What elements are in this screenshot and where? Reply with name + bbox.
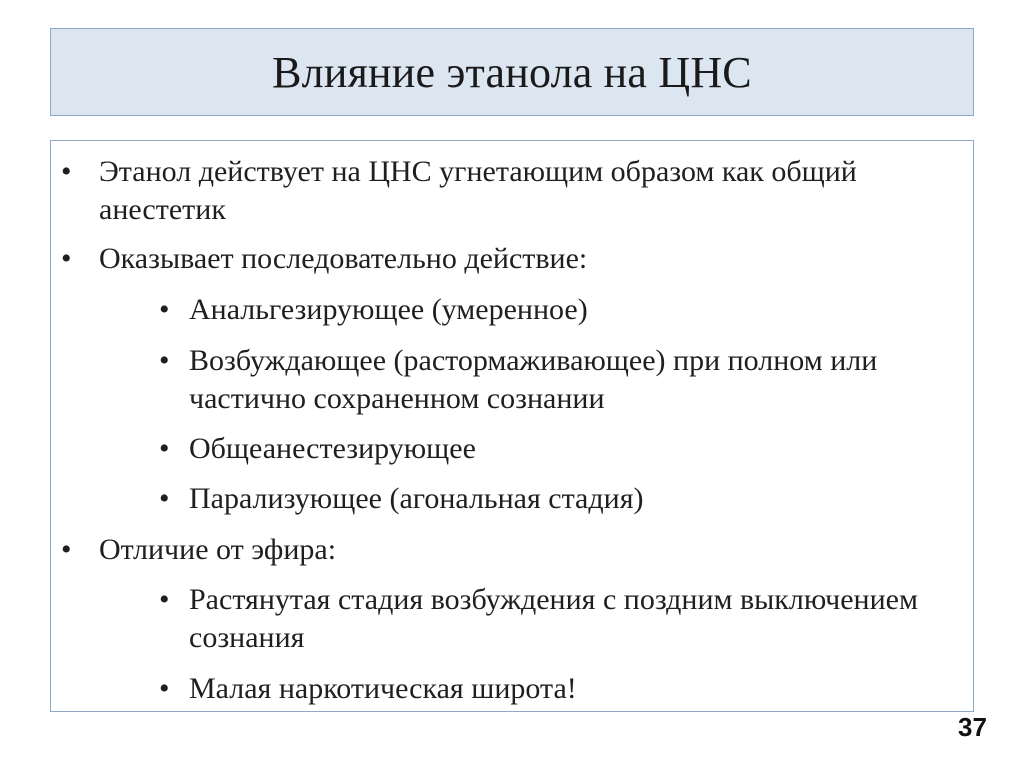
bullet-text: Малая наркотическая широта! bbox=[189, 672, 577, 705]
bullet-text: Общеанестезирующее bbox=[189, 432, 476, 465]
bullet-text: Отличие от эфира: bbox=[99, 533, 337, 566]
bullet-item-sequential-action bbox=[61, 240, 931, 278]
bullet-item-excitatory bbox=[159, 342, 949, 418]
bullet-item-difference-from-ether bbox=[61, 531, 931, 569]
slide-title: Влияние этанола на ЦНС bbox=[272, 47, 752, 97]
bullet-text: Анальгезирующее (умеренное) bbox=[189, 293, 588, 326]
bullet-text: Оказывает последовательно действие: bbox=[99, 242, 588, 275]
bullet-icon: • bbox=[159, 482, 170, 515]
bullet-text: Этанол действует на ЦНС угнетающим образом как общий анестетик bbox=[99, 155, 857, 226]
bullet-icon: • bbox=[159, 672, 170, 705]
bullet-item-general-anesthetic bbox=[159, 430, 949, 468]
bullet-item-analgesic bbox=[159, 291, 949, 329]
slide-title-box bbox=[50, 28, 974, 116]
slide-content-box bbox=[50, 140, 974, 712]
bullet-item-prolonged-excitation bbox=[159, 581, 949, 657]
bullet-text: Растянутая стадия возбуждения с поздним выключением сознания bbox=[189, 583, 918, 654]
bullet-icon: • bbox=[61, 242, 72, 275]
bullet-icon: • bbox=[159, 344, 170, 377]
bullet-text: Парализующее (агональная стадия) bbox=[189, 482, 644, 515]
bullet-item-paralyzing bbox=[159, 480, 949, 518]
bullet-icon: • bbox=[159, 432, 170, 465]
page-number: 37 bbox=[958, 712, 987, 742]
bullet-item-narrow-margin bbox=[159, 670, 949, 708]
bullet-icon: • bbox=[159, 293, 170, 326]
bullet-item-ethanol-action bbox=[61, 153, 931, 229]
bullet-icon: • bbox=[61, 155, 72, 188]
bullet-icon: • bbox=[61, 533, 72, 566]
bullet-icon: • bbox=[159, 583, 170, 616]
bullet-text: Возбуждающее (растормаживающее) при полном или частично сохраненном сознании bbox=[189, 344, 878, 415]
